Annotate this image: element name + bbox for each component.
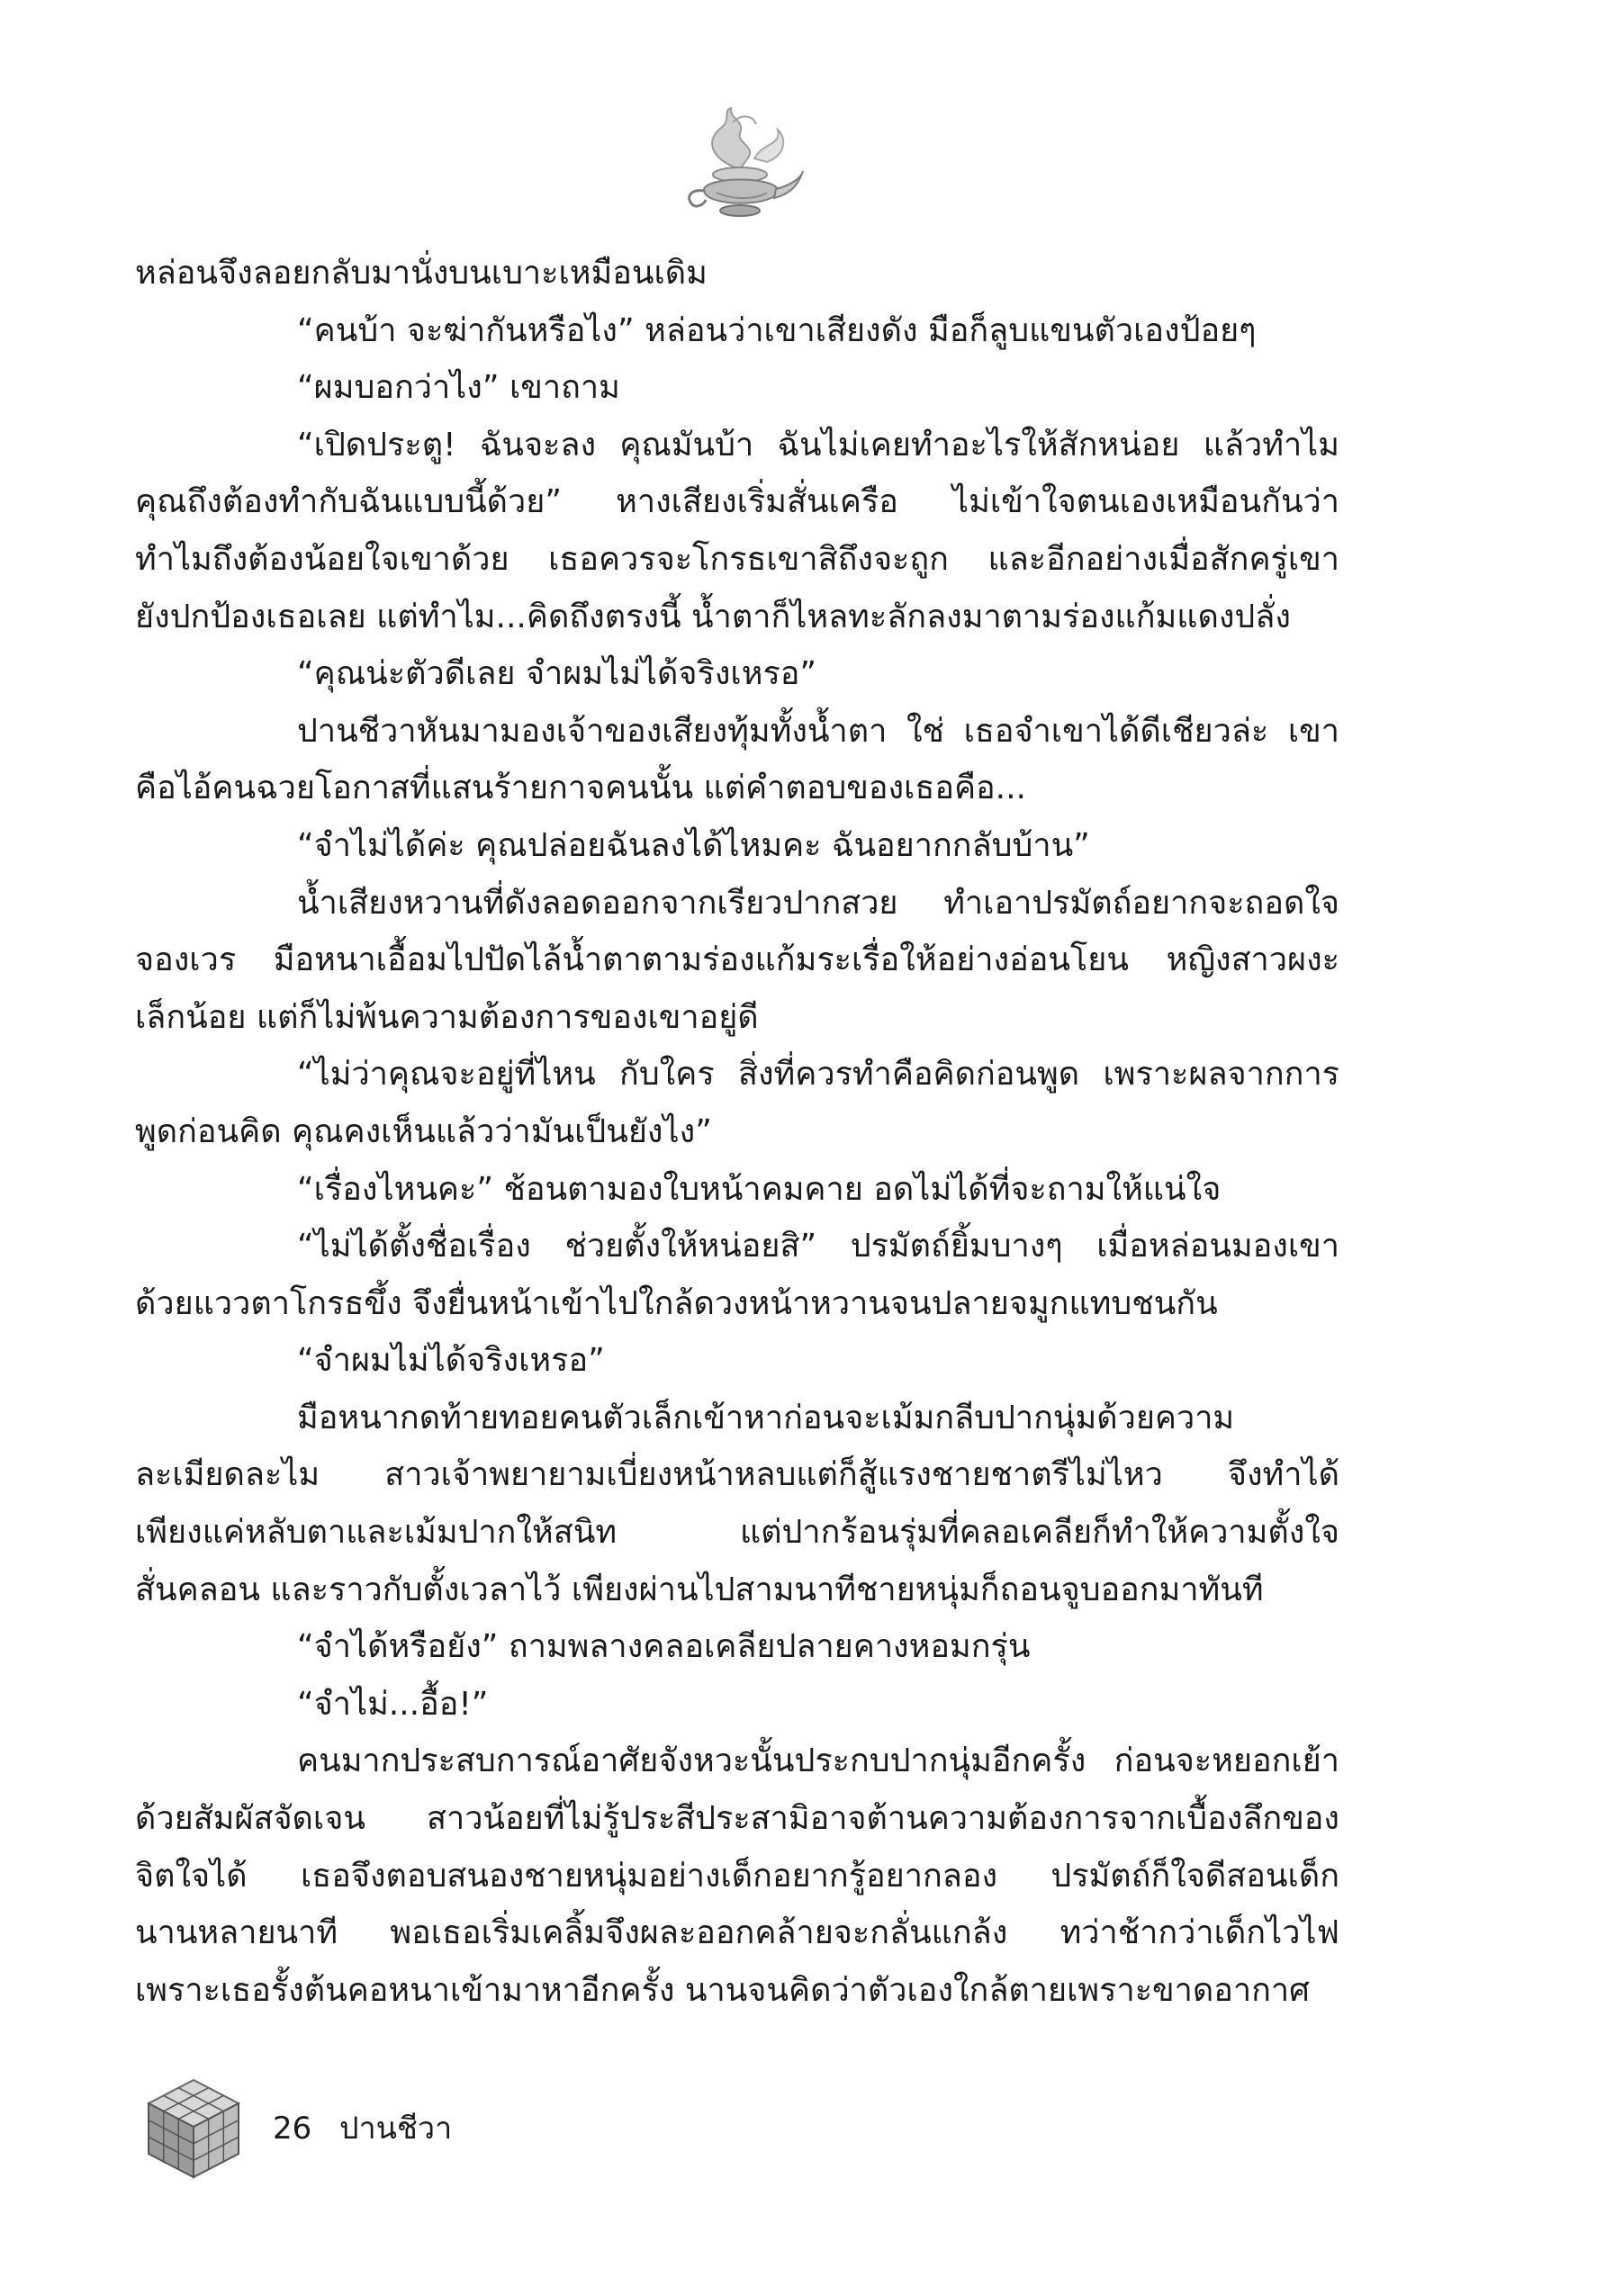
paragraph-line: เพราะเธอรั้งต้นคอหนาเข้ามาหาอีกครั้ง นานจนคิดว่าตัวเองใกล้ตายเพราะขาดอากาศ (135, 1971, 1310, 2009)
paragraph-first-line: “จำผมไม่ได้จริงเหรอ” (297, 1342, 605, 1380)
paragraph-line: ละเมียดละไม สาวเจ้าพยายามเบี่ยงหน้าหลบแต่ก็สู้แรงชายชาตรีไม่ไหว จึงทำได้ (135, 1456, 1339, 1494)
magic-lamp-icon (677, 106, 805, 225)
paragraph-first-line: “จำไม่ได้ค่ะ คุณปล่อยฉันลงได้ไหมคะ ฉันอยากกลับบ้าน” (297, 826, 1090, 864)
paragraph-line: ยังปกป้องเธอเลย แต่ทำไม...คิดถึงตรงนี้ น้ำตาก็ไหลทะลักลงมาตามร่องแก้มแดงปลั่ง (135, 598, 1291, 635)
paragraph-first-line: มือหนากดท้ายทอยคนตัวเล็กเข้าหาก่อนจะเม้มกลีบปากนุ่มด้วยความ (297, 1399, 1235, 1436)
paragraph-line: จิตใจได้ เธอจึงตอบสนองชายหนุ่มอย่างเด็กอยากรู้อยากลอง ปรมัตถ์ก็ใจดีสอนเด็ก (135, 1857, 1339, 1895)
paragraph-line: ด้วยแววตาโกรธขึ้ง จึงยื่นหน้าเข้าไปใกล้ดวงหน้าหวานจนปลายจมูกแทบชนกัน (135, 1284, 1218, 1322)
paragraph-line: เพียงแค่หลับตาและเม้มปากให้สนิท แต่ปากร้อนรุ่มที่คลอเคลียก็ทำให้ความตั้งใจ (135, 1514, 1339, 1552)
paragraph-line: ทำไมถึงต้องน้อยใจเขาด้วย เธอควรจะโกรธเขาสิถึงจะถูก และอีกอย่างเมื่อสักครู่เขา (135, 540, 1339, 578)
page-number: 26 (273, 2111, 312, 2147)
paragraph-first-line: หล่อนจึงลอยกลับมานั่งบนเบาะเหมือนเดิม (135, 255, 708, 292)
paragraph-first-line: “จำได้หรือยัง” ถามพลางคลอเคลียปลายคางหอมกรุ่น (297, 1628, 1031, 1666)
paragraph-first-line: ปานชีวาหันมามองเจ้าของเสียงทุ้มทั้งน้ำตา ใช่ เธอจำเขาได้ดีเชียวล่ะ เขา (297, 712, 1339, 750)
page-footer (140, 2075, 680, 2183)
paragraph-first-line: “เปิดประตู! ฉันจะลง คุณมันบ้า ฉันไม่เคยทำอะไรให้สักหน่อย แล้วทำไม (297, 426, 1339, 464)
paragraph-first-line: คนมากประสบการณ์อาศัยจังหวะนั้นประกบปากนุ่มอีกครั้ง ก่อนจะหยอกเย้า (297, 1742, 1339, 1780)
paragraph-first-line: “ผมบอกว่าไง” เขาถาม (297, 369, 620, 407)
paragraph-line: คือไอ้คนฉวยโอกาสที่แสนร้ายกาจคนนั้น แต่คำตอบของเธอคือ... (135, 770, 1026, 807)
paragraph-first-line: น้ำเสียงหวานที่ดังลอดออกจากเรียวปากสวย ทำเอาปรมัตถ์อยากจะถอดใจ (297, 884, 1339, 922)
paragraph-line: ด้วยสัมผัสจัดเจน สาวน้อยที่ไม่รู้ประสีประสามิอาจต้านความต้องการจากเบื้องลึกของ (135, 1800, 1339, 1838)
rubiks-cube-icon (140, 2075, 248, 2183)
paragraph-line: จองเวร มือหนาเอื้อมไปปัดไล้น้ำตาตามร่องแก้มระเรื่อให้อย่างอ่อนโยน หญิงสาวผงะ (135, 941, 1339, 979)
paragraph-first-line: “ไม่ได้ตั้งชื่อเรื่อง ช่วยตั้งให้หน่อยสิ” ปรมัตถ์ยิ้มบางๆ เมื่อหล่อนมองเขา (297, 1228, 1339, 1265)
paragraph-line: นานหลายนาที พอเธอเริ่มเคลิ้มจึงผละออกคล้ายจะกลั่นแกล้ง ทว่าช้ากว่าเด็กไวไฟ (135, 1914, 1339, 1952)
paragraph-line: พูดก่อนคิด คุณคงเห็นแล้วว่ามันเป็นยังไง” (135, 1112, 712, 1150)
paragraph-first-line: “จำไม่...อื้อ!” (297, 1685, 489, 1723)
story-body (135, 245, 1339, 2019)
paragraph-first-line: “เรื่องไหนคะ” ช้อนตามองใบหน้าคมคาย อดไม่ได้ที่จะถามให้แน่ใจ (297, 1170, 1222, 1208)
book-title: ปานชีวา (339, 2111, 453, 2147)
paragraph-first-line: “คุณน่ะตัวดีเลย จำผมไม่ได้จริงเหรอ” (297, 655, 817, 693)
paragraph-line: คุณถึงต้องทำกับฉันแบบนี้ด้วย” หางเสียงเริ่มสั่นเครือ ไม่เข้าใจตนเองเหมือนกันว่า (135, 483, 1339, 521)
paragraph-first-line: “ไม่ว่าคุณจะอยู่ที่ไหน กับใคร สิ่งที่ควรทำคือคิดก่อนพูด เพราะผลจากการ (297, 1056, 1339, 1094)
paragraph-line: เล็กน้อย แต่ก็ไม่พ้นความต้องการของเขาอยู่ดี (135, 998, 759, 1036)
paragraph-first-line: “คนบ้า จะฆ่ากันหรือไง” หล่อนว่าเขาเสียงดัง มือก็ลูบแขนตัวเองป้อยๆ (297, 311, 1257, 349)
paragraph-line: สั่นคลอน และราวกับตั้งเวลาไว้ เพียงผ่านไปสามนาทีชายหนุ่มก็ถอนจูบออกมาทันที (135, 1571, 1264, 1608)
